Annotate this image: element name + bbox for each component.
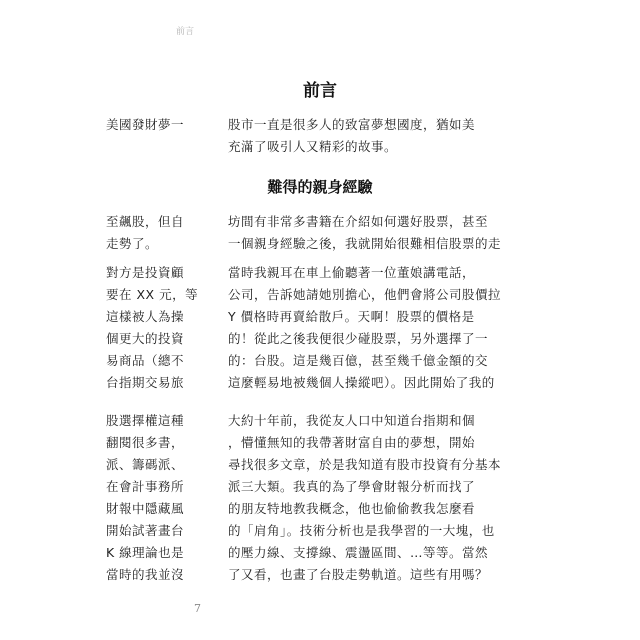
text-line: 大約十年前，我從友人口中知道台指期和個 <box>228 413 476 428</box>
text-line: 充滿了吸引人又精彩的故事。 <box>228 139 398 154</box>
page-number: 7 <box>194 602 201 615</box>
text-line: 走勢了。 <box>106 236 159 251</box>
intro-right-column <box>228 114 545 158</box>
text-line: 至飆股，但自 <box>106 214 185 229</box>
page-title: 前言 <box>303 81 337 101</box>
text-line: 要在 XX 元，等 <box>106 287 199 302</box>
text-line: 股選擇權這種 <box>106 413 185 428</box>
text-line: 的壓力線、支撐線、震盪區間、…等等。當然 <box>228 545 489 560</box>
text-line: 這樣被人為操 <box>106 309 185 324</box>
text-line: 派、籌碼派、 <box>106 457 185 472</box>
text-line: Y 價格時再賣給散戶。天啊！股票的價格是 <box>228 309 475 324</box>
text-line: 財報中隱藏風 <box>106 501 185 516</box>
text-line: 這麼輕易地被幾個人操縱吧）。因此開始了我的 <box>228 375 495 390</box>
text-line: 美國發財夢一 <box>106 117 185 132</box>
text-line: 當時的我並沒 <box>106 567 185 582</box>
text-line: 一個親身經驗之後，我就開始很難相信股票的走 <box>228 236 502 251</box>
paragraph3-left-column <box>106 410 199 586</box>
text-line: 尋找很多文章，於是我知道有股市投資有分基本 <box>228 457 502 472</box>
text-line: 股市一直是很多人的致富夢想國度，猶如美 <box>228 117 476 132</box>
text-line: 派三大類。我真的為了學會財報分析而找了 <box>228 479 476 494</box>
text-line: 在會計事務所 <box>106 479 185 494</box>
text-line: 公司，告訴她請她別擔心，他們會將公司股價拉 <box>228 287 502 302</box>
text-line: 對方是投資顧 <box>106 265 185 280</box>
text-line: 坊間有非常多書籍在介紹如何選好股票，甚至 <box>228 214 489 229</box>
intro-left-column <box>106 114 199 136</box>
paragraph1-right-column <box>228 211 545 255</box>
text-line: 個更大的投資 <box>106 331 185 346</box>
text-line: 翻閱很多書， <box>106 435 185 450</box>
running-header: 前言 <box>176 27 195 37</box>
paragraph1-left-column <box>106 211 199 255</box>
paragraph2-left-column <box>106 262 199 394</box>
text-line: 台指期交易旅 <box>106 375 185 390</box>
paragraph2-right-column <box>228 262 545 394</box>
text-line: 的朋友特地教我概念，他也偷偷教我怎麼看 <box>228 501 476 516</box>
text-line: 當時我親耳在車上偷聽著一位董娘講電話， <box>228 265 476 280</box>
text-line: 易商品（總不 <box>106 353 185 368</box>
text-line: 的「肩角」。技術分析也是我學習的一大塊，也 <box>228 523 495 538</box>
paragraph3-right-column <box>228 410 545 586</box>
text-line: 了又看，也畫了台股走勢軌道。這些有用嗎？ <box>228 567 489 582</box>
text-line: 開始試著畫台 <box>106 523 185 538</box>
text-line: ，懵懂無知的我帶著財富自由的夢想，開始 <box>228 435 476 450</box>
text-line: 的：台股。這是幾百億，甚至幾千億金額的交 <box>228 353 489 368</box>
text-line: K 線理論也是 <box>106 545 185 560</box>
section-title: 難得的親身經驗 <box>267 178 373 196</box>
text-line: 的！從此之後我便很少碰股票，另外選擇了一 <box>228 331 489 346</box>
